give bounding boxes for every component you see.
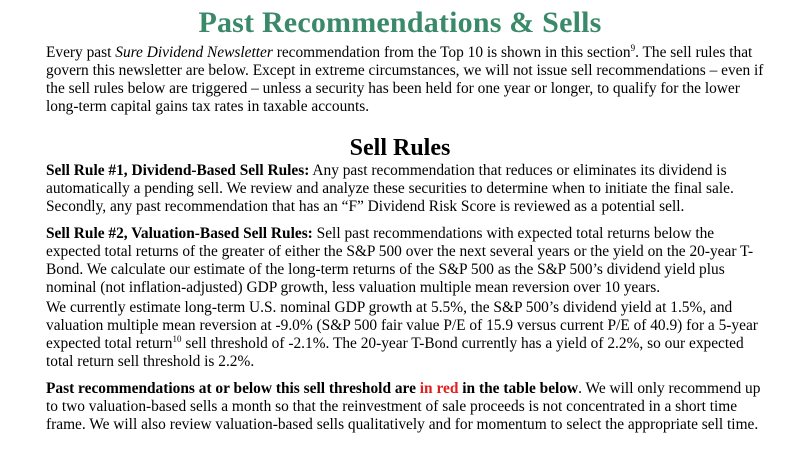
rule1-paragraph	[46, 162, 766, 216]
rule1-label: Sell Rule #1, Dividend-Based Sell Rules:	[46, 162, 310, 179]
page-title: Past Recommendations & Sells	[198, 6, 602, 39]
intro-text-3: . The sell rules that govern this newsletter are below. Except in extreme circumstances, we will not issue sell recommendations – even if the sell rules below are triggered – unless a security has been held for one year or longer, to qualify for the lower long-term capital gains tax rates in taxable accounts.	[46, 44, 764, 115]
closing-text: . We will only recommend up to two valuation-based sells a month so that the reinvestment of sale proceeds is not concentrated in a short time frame. We will also review valuation-based sells qualitatively and for momentum to select the appropriate sell time.	[46, 380, 761, 433]
estimate-text-2: sell threshold of -2.1%. The 20-year T-Bond currently has a yield of 2.2%, so our expected total return sell threshold is 2.2%.	[46, 335, 744, 370]
footnote-9: 9	[630, 42, 636, 53]
estimate-text-1: We currently estimate long-term U.S. nominal GDP growth at 5.5%, the S&P 500’s dividend yield at 1.5%, and valuation multiple mean reversion at -9.0% (S&P 500 fair value P/E of 15.9 versus current P/E of 40.9) for a 5-year expected total return	[46, 299, 758, 352]
closing-bold-1: Past recommendations at or below this sell threshold are	[46, 380, 420, 397]
closing-bold-2: in the table below	[458, 380, 579, 397]
rule2-paragraph	[46, 225, 766, 297]
footnote-10: 10	[172, 333, 182, 344]
sell-rules-heading: Sell Rules	[349, 135, 451, 161]
rule2-label: Sell Rule #2, Valuation-Based Sell Rules:	[46, 225, 313, 242]
closing-paragraph	[46, 380, 766, 434]
in-red-highlight: in red	[419, 380, 459, 397]
rule2-text: Sell past recommendations with expected total returns below the expected total returns of the greater of either the S&P 500 over the next several years or the yield on the 20-year T-Bond. We calculate our estimate of the long-term returns of the S&P 500 as the S&P 500’s dividend yield plus nominal (not inflation-adjusted) GDP growth, less valuation multiple mean reversion over 10 years.	[46, 225, 754, 296]
estimate-paragraph	[46, 299, 766, 371]
rule1-text: Any past recommendation that reduces or eliminates its dividend is automatically a pending sell. We review and analyze these securities to determine when to initiate the final sale. Secondly, any past recommendation that has an “F” Dividend Risk Score is reviewed as a potential sell.	[46, 162, 734, 215]
intro-text-2: recommendation from the Top 10 is shown in this section	[272, 44, 631, 61]
intro-text-1: Every past	[46, 44, 116, 61]
newsletter-name: Sure Dividend Newsletter	[115, 44, 273, 61]
intro-paragraph	[46, 44, 766, 116]
